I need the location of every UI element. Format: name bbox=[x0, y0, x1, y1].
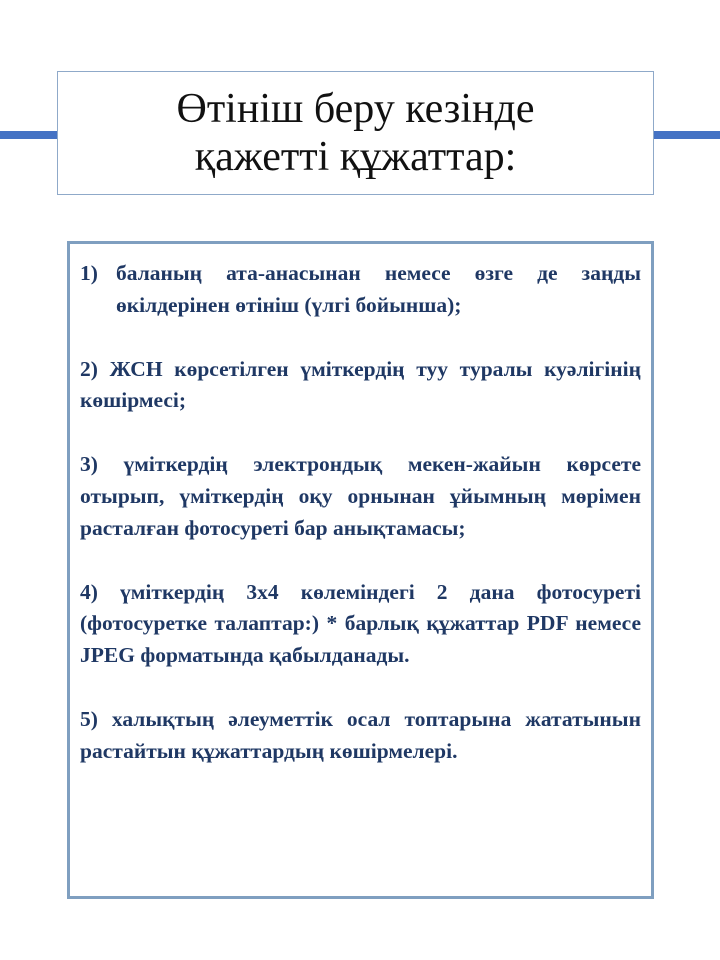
accent-bar-right bbox=[654, 131, 720, 139]
list-item-2: 2) ЖСН көрсетілген үміткердің туу туралы куәлігінің көшірмесі; bbox=[80, 356, 641, 413]
list-item-3: 3) үміткердің электрондық мекен-жайын көрсете отырып, үміткердің оқу орнынан ұйымның мөрімен расталған фотосуреті бар анықтамасы; bbox=[80, 452, 641, 540]
title-line-2: қажетті құжаттар: bbox=[194, 134, 517, 180]
list-item-5: 5) халықтың әлеуметтік осал топтарына жататынын растайтын құжаттардың көшірмелері. bbox=[80, 706, 641, 763]
documents-list bbox=[67, 241, 654, 899]
list-item-number: 1) bbox=[80, 261, 98, 285]
list-item-4: 4) үміткердің 3х4 көлеміндегі 2 дана фотосуреті (фотосуретке талаптар:) * барлық құжаттар PDF немесе JPEG форматында қабылданады. bbox=[80, 579, 641, 668]
list-item-text: баланың ата-анасынан немесе өзге де заңды өкілдерінен өтініш (үлгі бойынша); bbox=[116, 261, 641, 317]
title-box bbox=[57, 71, 654, 195]
page-title bbox=[176, 85, 534, 181]
accent-bar-left bbox=[0, 131, 58, 139]
list-item-1 bbox=[80, 258, 641, 322]
title-line-1: Өтініш беру кезінде bbox=[176, 86, 535, 132]
